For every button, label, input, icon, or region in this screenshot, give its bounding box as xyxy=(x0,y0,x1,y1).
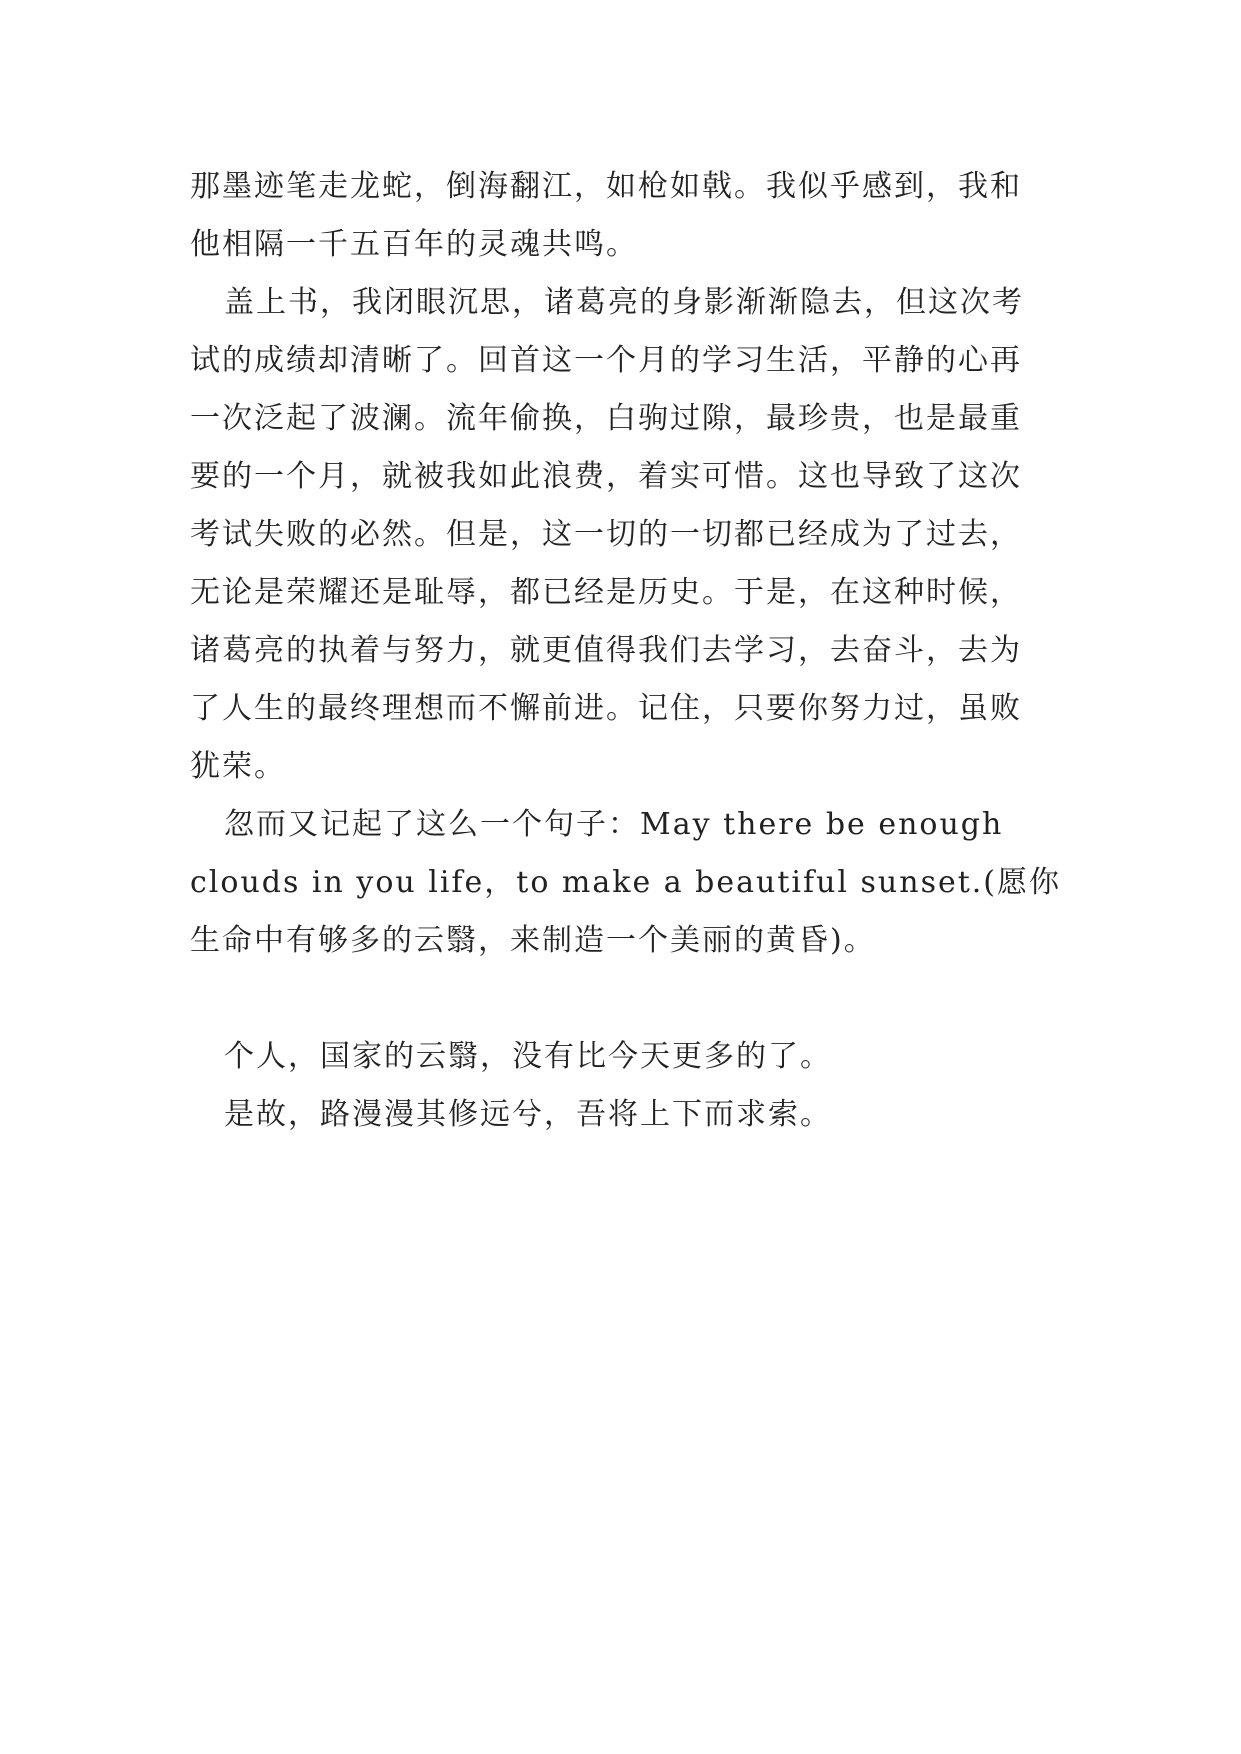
text-line: 个人，国家的云翳，没有比今天更多的了。 xyxy=(224,1039,832,1074)
paragraph xyxy=(190,1086,1050,1144)
text-line: 诸葛亮的执着与努力，就更值得我们去学习，去奋斗，去为 xyxy=(190,633,1022,668)
text-line: 要的一个月，就被我如此浪费，着实可惜。这也导致了这次 xyxy=(190,459,1022,494)
text-line: 一次泛起了波澜。流年偷换，白驹过隙，最珍贵，也是最重 xyxy=(190,401,1022,436)
text-line: clouds in you life，to make a beautiful sunset.(愿你 xyxy=(190,865,1062,900)
text-line: 无论是荣耀还是耻辱，都已经是历史。于是，在这种时候， xyxy=(190,575,1022,610)
text-line: 盖上书，我闭眼沉思，诸葛亮的身影渐渐隐去，但这次考 xyxy=(224,285,1024,320)
paragraph xyxy=(190,796,1062,970)
text-line: 试的成绩却清晰了。回首这一个月的学习生活，平静的心再 xyxy=(190,343,1022,378)
text-line: 犹荣。 xyxy=(190,749,286,784)
text-line: 是故，路漫漫其修远兮，吾将上下而求索。 xyxy=(224,1097,832,1132)
paragraph xyxy=(190,274,1050,796)
text-line: 那墨迹笔走龙蛇，倒海翻江，如枪如戟。我似乎感到，我和 xyxy=(190,169,1022,204)
paragraph-gap xyxy=(190,970,1050,1028)
text-line: 生命中有够多的云翳，来制造一个美丽的黄昏)。 xyxy=(190,923,876,958)
document-body xyxy=(190,158,1062,1144)
text-line: 考试失败的必然。但是，这一切的一切都已经成为了过去， xyxy=(190,517,1022,552)
text-line: 忽而又记起了这么一个句子：May there be enough xyxy=(224,807,1004,842)
paragraph xyxy=(190,158,1050,274)
text-line: 他相隔一千五百年的灵魂共鸣。 xyxy=(190,227,638,262)
paragraph xyxy=(190,1028,1050,1086)
text-line: 了人生的最终理想而不懈前进。记住，只要你努力过，虽败 xyxy=(190,691,1022,726)
